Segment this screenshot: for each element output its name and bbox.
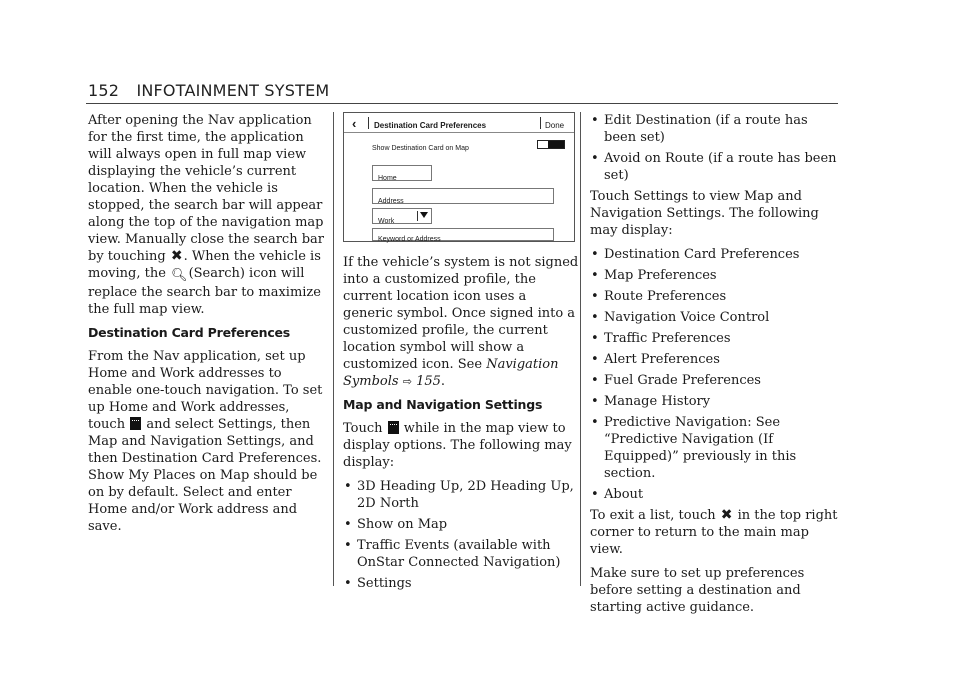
intro-text-a: After opening the Nav application for the first time, the application will always open in full map view displaying the vehicle’s current location. When the vehicle is stopped, the search bar will appear along the top of the navigation map view. Manually close the search bar by touching xyxy=(88,113,324,264)
column-2 xyxy=(343,112,579,596)
column-divider-2 xyxy=(580,112,581,586)
back-chevron-icon: ‹ xyxy=(352,116,357,131)
xref-navigation-symbols: Navigation Symbols xyxy=(343,357,559,389)
list-item: • Settings xyxy=(343,575,579,592)
body-text-a: From the Nav application, set up Home and Work addresses to enable one-touch navigation. To set up Home and Work addresses, touch xyxy=(88,349,323,432)
list-item: • Fuel Grade Preferences xyxy=(590,372,842,389)
list-item: • Navigation Voice Control xyxy=(590,309,842,326)
list-item: • Avoid on Route (if a route has been set) xyxy=(590,150,842,184)
column-3 xyxy=(590,112,842,623)
list-item: • Traffic Preferences xyxy=(590,330,842,347)
page-ref-icon: ⇨ xyxy=(402,375,412,388)
close-icon: ✖ xyxy=(720,507,733,523)
done-button: Done xyxy=(545,121,565,130)
search-icon: 🔍︎ xyxy=(171,268,188,283)
map-options-list xyxy=(343,478,579,592)
settings-paragraph: Touch Settings to view Map and Navigation Settings. The following may display: xyxy=(590,189,819,238)
route-options-list xyxy=(590,112,842,184)
intro-text-c: (Search) icon will replace the search bar to maximize the full map view. xyxy=(88,266,321,317)
screenshot-top-bar xyxy=(344,113,574,133)
work-dropdown xyxy=(372,208,432,224)
list-item: • Show on Map xyxy=(343,516,579,533)
touch-text-b: while in the map view to display options. The following may display: xyxy=(343,421,572,470)
xref-page: 155 xyxy=(416,374,441,389)
list-item: • Traffic Events (available with OnStar Connected Navigation) xyxy=(343,537,579,571)
show-card-label: Show Destination Card on Map xyxy=(372,145,469,152)
separator xyxy=(540,117,541,129)
settings-list xyxy=(590,246,842,503)
list-item: • Destination Card Preferences xyxy=(590,246,842,263)
list-item: • About xyxy=(590,486,842,503)
heading-destination-card-preferences: Destination Card Preferences xyxy=(88,325,291,340)
list-item: • Manage History xyxy=(590,393,842,410)
close-icon: ✖ xyxy=(170,248,183,264)
destination-card-screenshot xyxy=(343,112,575,242)
exit-paragraph xyxy=(590,507,842,558)
chevron-down-icon xyxy=(420,212,428,218)
home-field: Home xyxy=(372,165,432,181)
list-item: • Alert Preferences xyxy=(590,351,842,368)
keyword-field: Keyword or Address xyxy=(372,228,554,241)
column-1 xyxy=(88,112,326,542)
section-title: INFOTAINMENT SYSTEM xyxy=(136,81,330,100)
menu-icon xyxy=(130,417,141,430)
header-rule xyxy=(86,103,838,104)
touch-text-a: Touch xyxy=(343,421,383,436)
destination-card-paragraph xyxy=(88,348,326,535)
list-item: • Edit Destination (if a route has been set) xyxy=(590,112,842,146)
separator xyxy=(417,211,418,221)
list-item: • Map Preferences xyxy=(590,267,842,284)
column-divider-1 xyxy=(333,112,334,586)
exit-text-b: in the top right corner to return to the main map view. xyxy=(590,508,838,557)
intro-text-b: . When the vehicle is moving, the xyxy=(88,249,321,281)
profile-paragraph: If the vehicle’s system is not signed into a customized profile, the current location icon uses a generic symbol. Once signed into a customized profile, the current location symbol will show a customized icon. See Navigation Symbols ⇨ 155. xyxy=(343,255,579,389)
final-paragraph: Make sure to set up preferences before setting a destination and starting active guidance. xyxy=(590,566,805,615)
profile-text: If the vehicle’s system is not signed into a customized profile, the current location icon uses a generic symbol. Once signed into a customized profile, the current location symbol will show a customized icon. See xyxy=(343,255,579,372)
list-item: • 3D Heading Up, 2D Heading Up, 2D North xyxy=(343,478,579,512)
address-field: Address xyxy=(372,188,554,204)
touch-paragraph xyxy=(343,420,579,471)
separator xyxy=(368,117,369,129)
menu-icon xyxy=(388,421,399,434)
exit-text-a: To exit a list, touch xyxy=(590,508,716,523)
work-label: Work xyxy=(378,218,395,225)
list-item: • Predictive Navigation: See “Predictive Navigation (If Equipped)” previously in this section. xyxy=(590,414,842,482)
show-card-toggle xyxy=(537,140,565,149)
page-header xyxy=(88,81,838,105)
screenshot-title: Destination Card Preferences xyxy=(374,121,487,130)
list-item: • Route Preferences xyxy=(590,288,842,305)
page-number: 152 xyxy=(88,81,120,100)
body-text-b: and select Settings, then Map and Navigation Settings, and then Destination Card Preferences. Show My Places on Map should be on by default. Select and enter Home and/or Work address and save. xyxy=(88,417,322,534)
heading-map-navigation-settings: Map and Navigation Settings xyxy=(343,397,543,412)
intro-paragraph xyxy=(88,112,326,318)
